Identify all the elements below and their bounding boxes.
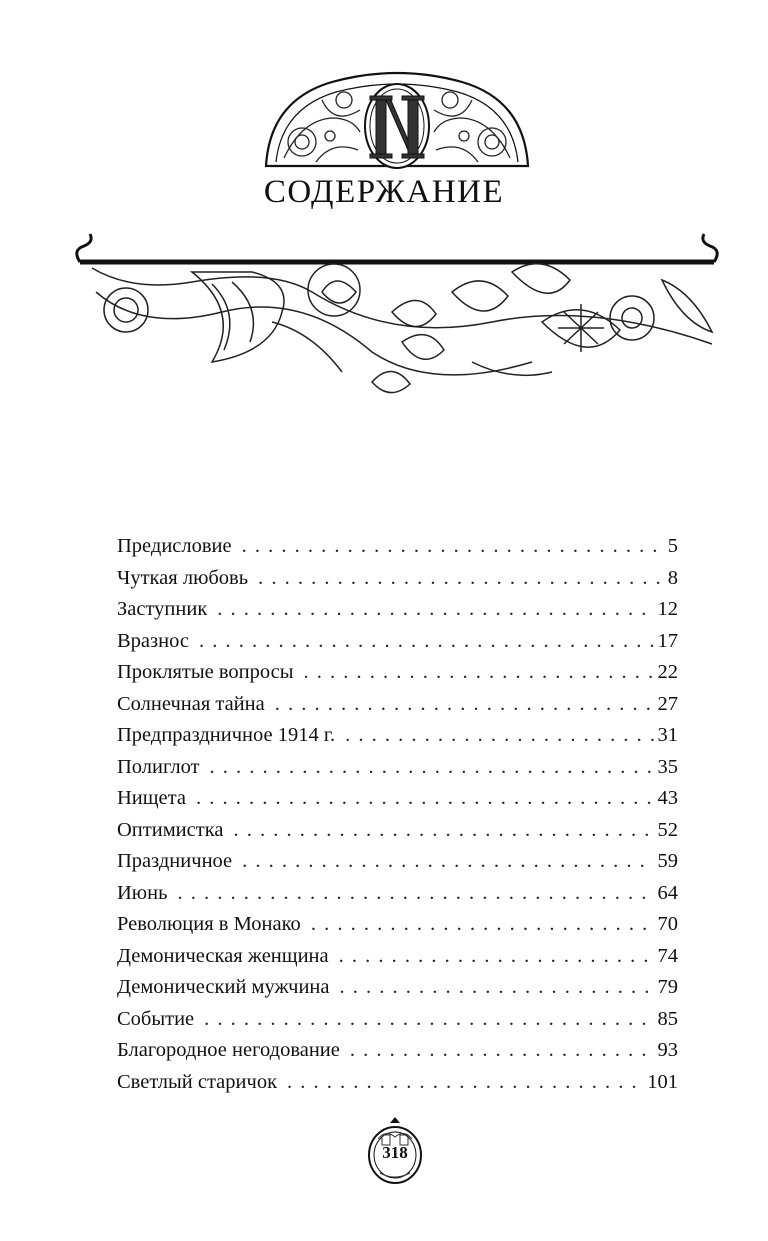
toc-dot-leader — [275, 693, 654, 716]
page-number: 318 — [382, 1143, 408, 1162]
toc-entry-title: Заступник — [117, 598, 208, 620]
toc-entry-page: 12 — [657, 598, 678, 620]
toc-entry-page: 22 — [657, 661, 678, 683]
toc-entry-title: Солнечная тайна — [117, 692, 265, 715]
toc-dot-leader — [304, 661, 654, 684]
toc-entry-page: 8 — [667, 566, 678, 589]
toc-entry-title: Полиглот — [117, 755, 200, 778]
toc-dot-leader — [204, 1008, 653, 1031]
toc-entry[interactable] — [117, 913, 678, 945]
toc-dot-leader — [242, 850, 653, 873]
toc-entry[interactable] — [117, 535, 678, 567]
toc-entry-title: Чуткая любовь — [117, 566, 249, 589]
toc-entry[interactable] — [117, 976, 678, 1008]
toc-entry[interactable] — [117, 1008, 678, 1040]
toc-entry-page: 31 — [657, 724, 678, 746]
toc-dot-leader — [345, 724, 653, 747]
toc-entry-page: 79 — [657, 976, 678, 998]
toc-entry-title: Праздничное — [117, 850, 233, 872]
toc-dot-leader — [196, 787, 654, 810]
toc-entry-page: 17 — [657, 629, 678, 652]
toc-entry-page: 27 — [657, 692, 678, 715]
toc-entry[interactable] — [117, 756, 678, 788]
toc-entry-title: Вразнос — [117, 629, 189, 652]
toc-entry[interactable] — [117, 819, 678, 851]
toc-entry-title: Благородное негодование — [117, 1039, 340, 1061]
toc-dot-leader — [177, 882, 653, 905]
toc-entry-page: 64 — [657, 881, 678, 904]
toc-dot-leader — [258, 567, 664, 590]
toc-entry-title: Демонический мужчина — [117, 976, 330, 998]
toc-entry[interactable] — [117, 850, 678, 882]
toc-dot-leader — [210, 756, 654, 779]
toc-dot-leader — [199, 630, 654, 653]
toc-entry-page: 5 — [667, 535, 678, 557]
toc-entry[interactable] — [117, 630, 678, 662]
toc-entry-title: Событие — [117, 1007, 195, 1030]
toc-entry-page: 43 — [657, 787, 678, 809]
toc-entry-page: 85 — [657, 1007, 678, 1030]
toc-entry[interactable] — [117, 598, 678, 630]
toc-dot-leader — [287, 1071, 643, 1094]
toc-entry[interactable] — [117, 787, 678, 819]
toc-entry-page: 35 — [657, 755, 678, 778]
toc-entry-page: 101 — [647, 1070, 678, 1093]
page-title: СОДЕРЖАНИЕ — [263, 174, 505, 210]
toc-entry-title: Демоническая женщина — [117, 944, 329, 967]
toc-entry-page: 93 — [657, 1039, 678, 1061]
toc-entry-title: Нищета — [117, 787, 186, 809]
toc-entry[interactable] — [117, 693, 678, 725]
toc-dot-leader — [340, 976, 654, 999]
toc-dot-leader — [217, 598, 653, 621]
toc-dot-leader — [339, 945, 654, 968]
toc-entry-title: Проклятые вопросы — [117, 661, 294, 683]
toc-entry[interactable] — [117, 945, 678, 977]
toc-entry-title: Предпраздничное 1914 г. — [117, 724, 336, 746]
toc-entry-page: 52 — [657, 818, 678, 841]
toc-entry-title: Оптимистка — [117, 818, 224, 841]
toc-entry-title: Светлый старичок — [117, 1070, 278, 1093]
monogram-ornament-icon — [262, 70, 532, 176]
toc-entry-title: Революция в Монако — [117, 913, 301, 935]
toc-entry-page: 70 — [657, 913, 678, 935]
toc-entry[interactable] — [117, 567, 678, 599]
toc-dot-leader — [233, 819, 653, 842]
toc-entry-page: 74 — [657, 944, 678, 967]
toc-dot-leader — [242, 535, 664, 558]
toc-entry[interactable] — [117, 661, 678, 693]
toc-entry-title: Предисловие — [117, 535, 232, 557]
toc-entry-page: 59 — [657, 850, 678, 872]
toc-dot-leader — [350, 1039, 654, 1062]
toc-entry-title: Июнь — [117, 881, 168, 904]
toc-entry[interactable] — [117, 1039, 678, 1071]
toc-dot-leader — [311, 913, 654, 936]
toc-entry[interactable] — [117, 724, 678, 756]
toc-entry[interactable] — [117, 882, 678, 914]
floral-divider-icon — [72, 232, 722, 400]
toc-entry[interactable] — [117, 1071, 678, 1103]
table-of-contents — [117, 535, 678, 1102]
